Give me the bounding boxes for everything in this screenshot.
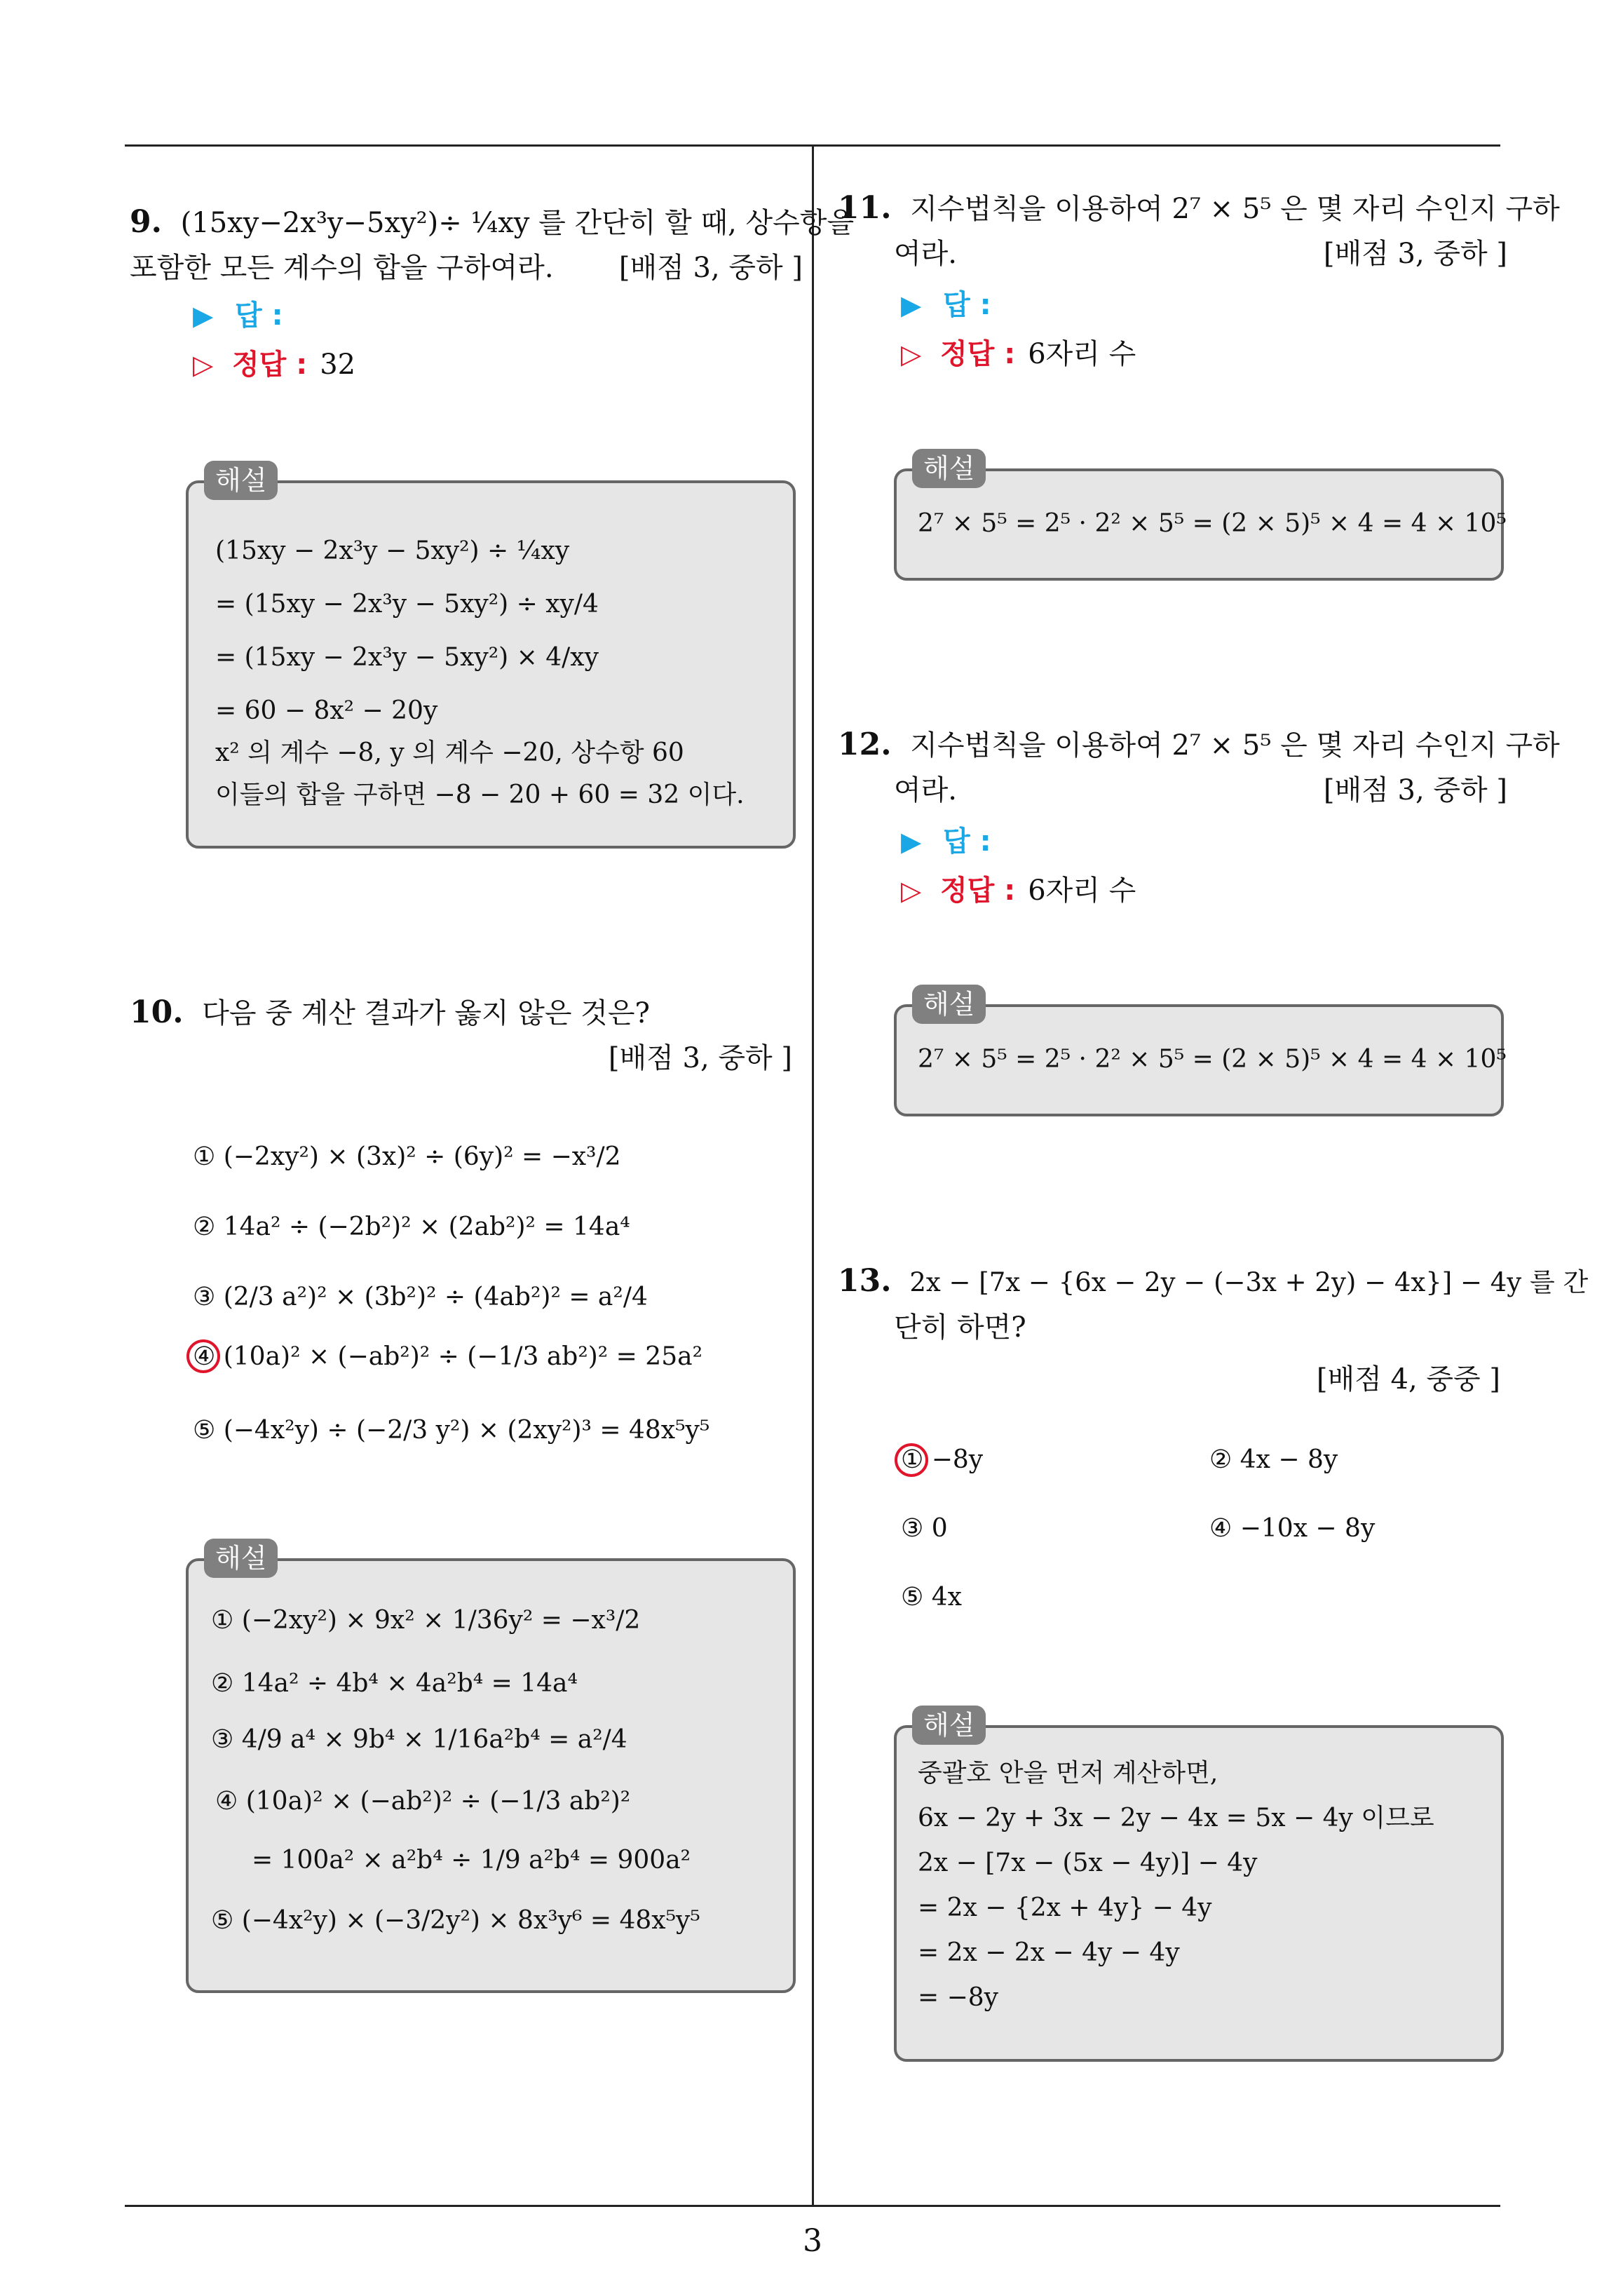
play-triangle-icon: ▶ <box>901 826 922 857</box>
choice-4[interactable]: ④ −10x − 8y <box>1209 1514 1376 1543</box>
question-text: 여라. <box>894 774 957 806</box>
choice-5[interactable]: ⑤ 4x <box>901 1583 962 1612</box>
question-number: 9. <box>130 204 162 240</box>
question-13-line3 <box>838 1350 1507 1406</box>
explanation-line: = −8y <box>918 1983 999 2012</box>
question-text: 지수법칙을 이용하여 2⁷ × 5⁵ 은 몇 자리 수인지 구하 <box>910 193 1560 225</box>
question-number: 11. <box>838 190 892 226</box>
explanation-tag: 해설 <box>912 1706 986 1745</box>
explanation-line: = 60 − 8x² − 20y <box>215 696 438 725</box>
explanation-line: ② 14a² ÷ 4b⁴ × 4a²b⁴ = 14a⁴ <box>211 1669 578 1698</box>
choice-2[interactable]: ② 4x − 8y <box>1209 1445 1338 1474</box>
explanation-tag: 해설 <box>204 461 278 500</box>
question-10 <box>130 990 792 1081</box>
answer-label: 답 : <box>943 289 991 321</box>
answer-line <box>193 295 283 337</box>
correct-label: 정답 : <box>232 349 308 381</box>
explanation-line: = (15xy − 2x³y − 5xy²) × 4/xy <box>215 643 599 672</box>
outline-triangle-icon: ▷ <box>901 339 922 370</box>
play-triangle-icon: ▶ <box>901 290 922 320</box>
explanation-line: = 2x − 2x − 4y − 4y <box>918 1938 1180 1967</box>
question-11-line1 <box>838 186 1560 231</box>
explanation-box <box>186 1543 796 1993</box>
question-text: 포함한 모든 계수의 합을 구하여라. <box>130 252 554 284</box>
explanation-box <box>894 453 1507 581</box>
correct-label: 정답 : <box>940 338 1016 370</box>
explanation-box <box>894 1710 1504 2062</box>
question-text: 2x − [7x − {6x − 2y − (−3x + 2y) − 4x}] − 4y 를 간 <box>909 1267 1589 1297</box>
play-triangle-icon: ▶ <box>193 300 214 331</box>
question-11 <box>838 186 1560 276</box>
explanation-line: ④ (10a)² × (−ab²)² ÷ (−1/3 ab²)² <box>215 1787 631 1816</box>
choice-3[interactable]: ③ 0 <box>901 1514 948 1543</box>
question-number: 12. <box>838 727 892 762</box>
explanation-box <box>186 465 796 849</box>
question-12 <box>838 722 1560 813</box>
explanation-tag: 해설 <box>204 1539 278 1578</box>
question-text: 단히 하면? <box>894 1311 1026 1344</box>
outline-triangle-icon: ▷ <box>901 875 922 906</box>
column-divider <box>812 144 814 2205</box>
points-label: [배점 3, 중하 ] <box>618 252 803 284</box>
question-13-line2 <box>838 1305 1507 1350</box>
answer-label: 답 : <box>235 299 283 332</box>
points-label: [배점 4, 중중 ] <box>1316 1363 1500 1396</box>
correct-answer-line <box>901 333 1136 375</box>
choice-5[interactable]: ⑤ (−4x²y) ÷ (−2/3 y²) × (2xy²)³ = 48x⁵y⁵ <box>193 1416 710 1445</box>
choice-1[interactable]: ① −8y <box>901 1445 984 1474</box>
question-text: 여라. <box>894 238 957 270</box>
question-11-line2 <box>838 231 1507 276</box>
explanation-line: 2⁷ × 5⁵ = 2⁵ · 2² × 5⁵ = (2 × 5)⁵ × 4 = 4 × 10⁵ <box>918 509 1507 538</box>
choice-4[interactable]: ④ (10a)² × (−ab²)² ÷ (−1/3 ab²)² = 25a² <box>193 1342 702 1371</box>
explanation-line: (15xy − 2x³y − 5xy²) ÷ ¼xy <box>215 536 570 565</box>
explanation-line: 이들의 합을 구하면 −8 − 20 + 60 = 32 이다. <box>215 781 745 809</box>
explanation-tag: 해설 <box>912 985 986 1024</box>
question-text: 지수법칙을 이용하여 2⁷ × 5⁵ 은 몇 자리 수인지 구하 <box>910 729 1560 762</box>
question-13 <box>838 1259 1589 1406</box>
question-12-line1 <box>838 722 1560 768</box>
explanation-box <box>894 989 1507 1116</box>
points-label: [배점 3, 중하 ] <box>1323 238 1507 270</box>
explanation-line: = 2x − {2x + 4y} − 4y <box>918 1893 1212 1922</box>
question-9-line2 <box>130 245 803 290</box>
explanation-line: = (15xy − 2x³y − 5xy²) ÷ xy/4 <box>215 590 599 619</box>
question-text: (15xy−2x³y−5xy²)÷ ¼xy 를 간단히 할 때, 상수항을 <box>180 207 855 239</box>
outline-triangle-icon: ▷ <box>193 349 214 380</box>
bottom-rule <box>125 2205 1500 2207</box>
page-number: 3 <box>803 2223 822 2259</box>
question-12-line2 <box>838 768 1507 813</box>
explanation-tag: 해설 <box>912 449 986 488</box>
explanation-line: x² 의 계수 −8, y 의 계수 −20, 상수항 60 <box>215 738 684 767</box>
answer-line <box>901 284 991 326</box>
choice-1[interactable]: ① (−2xy²) × (3x)² ÷ (6y)² = −x³/2 <box>193 1142 621 1171</box>
explanation-line: 2x − [7x − (5x − 4y)] − 4y <box>918 1849 1258 1877</box>
points-label: [배점 3, 중하 ] <box>1323 774 1507 806</box>
question-13-line1 <box>838 1259 1589 1305</box>
question-9-line1 <box>130 200 855 245</box>
explanation-line: = 100a² × a²b⁴ ÷ 1/9 a²b⁴ = 900a² <box>252 1846 691 1875</box>
answer-label: 답 : <box>943 825 991 858</box>
correct-answer-line <box>901 870 1136 912</box>
question-text: 다음 중 계산 결과가 옳지 않은 것은? <box>202 997 650 1029</box>
question-number: 13. <box>838 1263 892 1299</box>
explanation-line: ③ 4/9 a⁴ × 9b⁴ × 1/16a²b⁴ = a²/4 <box>211 1725 627 1754</box>
explanation-line: ⑤ (−4x²y) × (−3/2y²) × 8x³y⁶ = 48x⁵y⁵ <box>211 1906 700 1935</box>
points-label: [배점 3, 중하 ] <box>608 1042 792 1074</box>
question-10-line1 <box>130 990 792 1036</box>
question-9 <box>130 200 855 290</box>
explanation-line: 중괄호 안을 먼저 계산하면, <box>918 1759 1218 1788</box>
answer-value: 6자리 수 <box>1028 338 1136 370</box>
explanation-line: 6x − 2y + 3x − 2y − 4x = 5x − 4y 이므로 <box>918 1804 1434 1832</box>
question-10-line2 <box>130 1036 792 1081</box>
choice-2[interactable]: ② 14a² ÷ (−2b²)² × (2ab²)² = 14a⁴ <box>193 1213 630 1241</box>
correct-label: 정답 : <box>940 874 1016 907</box>
answer-value: 6자리 수 <box>1028 874 1136 907</box>
answer-value: 32 <box>320 349 356 381</box>
correct-answer-line <box>193 344 355 386</box>
choice-3[interactable]: ③ (2/3 a²)² × (3b²)² ÷ (4ab²)² = a²/4 <box>193 1283 648 1311</box>
explanation-line: 2⁷ × 5⁵ = 2⁵ · 2² × 5⁵ = (2 × 5)⁵ × 4 = 4 × 10⁵ <box>918 1045 1507 1074</box>
answer-line <box>901 821 991 863</box>
explanation-line: ① (−2xy²) × 9x² × 1/36y² = −x³/2 <box>211 1606 641 1635</box>
question-number: 10. <box>130 994 184 1030</box>
